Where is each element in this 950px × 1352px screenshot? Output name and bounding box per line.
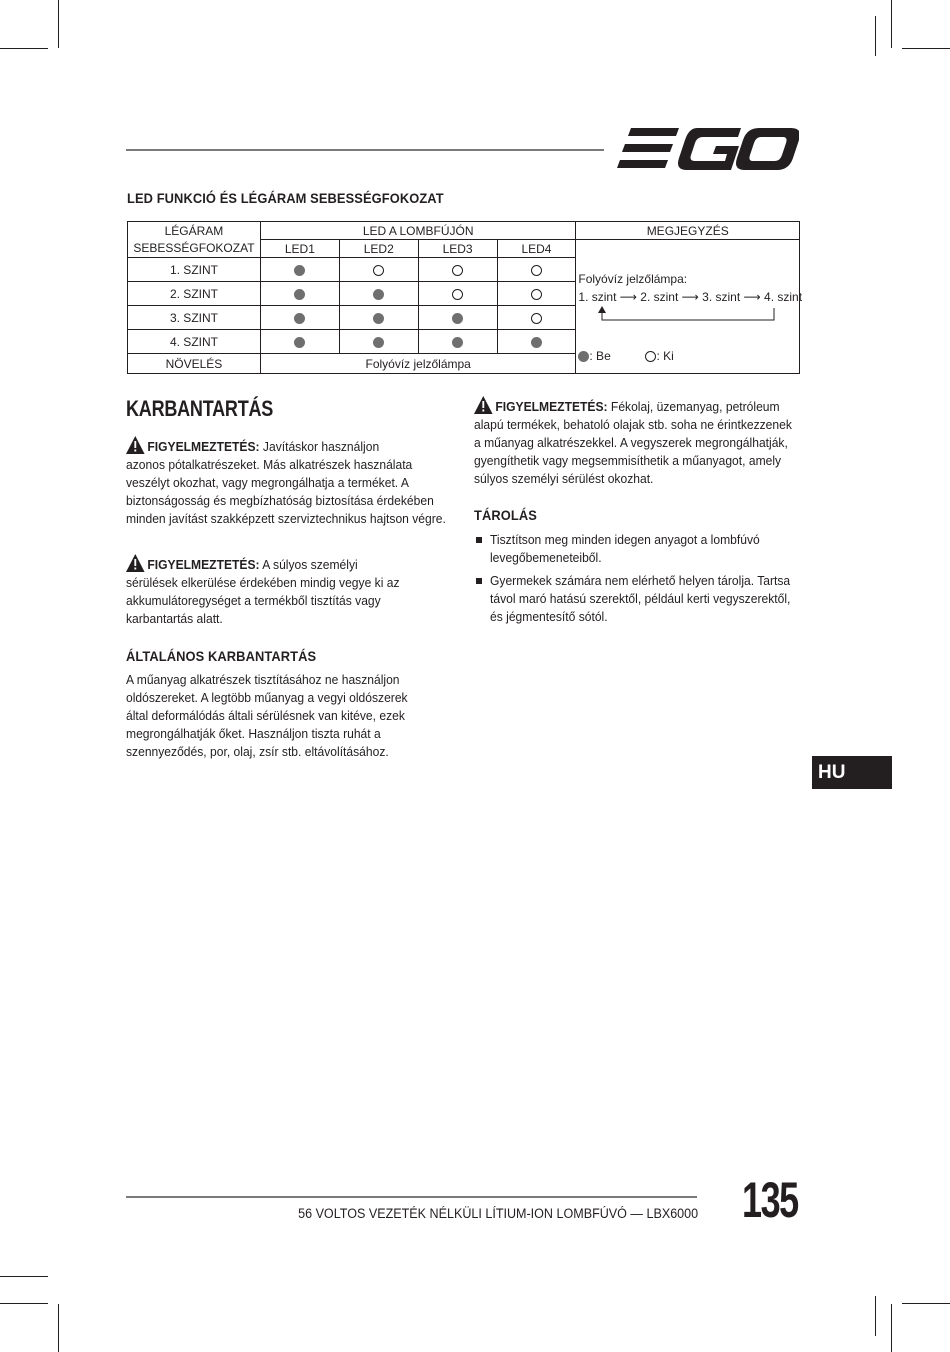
storage-bullet-1: Tisztítson meg minden idegen anyagot a lombfúvó levegőbemeneteiből. (490, 532, 760, 565)
bullet-icon (476, 578, 482, 584)
legend-off: : Ki (656, 349, 674, 363)
led-cell (418, 282, 497, 306)
footer-rule (126, 1196, 697, 1198)
led2-header: LED2 (339, 240, 418, 258)
crop-mark (875, 16, 876, 56)
led-indicator-icon (531, 337, 542, 348)
led-indicator-icon (294, 313, 305, 324)
led-cell (260, 282, 339, 306)
warning-label: FIGYELMEZTETÉS: (495, 399, 608, 414)
led-cell (418, 330, 497, 354)
legend (578, 349, 673, 363)
warning-icon (474, 396, 493, 414)
led1-header: LED1 (260, 240, 339, 258)
warning-text-first: Fékolaj, üzemanyag, petróleum (607, 399, 780, 414)
warning-icon (126, 436, 145, 454)
crop-mark (0, 48, 48, 49)
header-rule (126, 149, 604, 151)
led-indicator-icon (373, 289, 384, 300)
general-maintenance-title: ÁLTALÁNOS KARBANTARTÁS (126, 648, 317, 664)
led-indicator-icon (531, 313, 542, 324)
led-cell (418, 258, 497, 282)
crop-mark (902, 1303, 950, 1304)
led-cell (497, 258, 576, 282)
led-cell (497, 282, 576, 306)
crop-mark (58, 1304, 59, 1352)
header-led-group: LED A LOMBFÚJÓN (260, 222, 575, 240)
warning-label: FIGYELMEZTETÉS: (147, 557, 260, 572)
row-label: 3. SZINT (128, 306, 261, 330)
led-cell (339, 330, 418, 354)
crop-mark (875, 1296, 876, 1336)
ego-logo (617, 128, 799, 170)
crop-mark (58, 0, 59, 48)
warning-paragraph-1 (126, 436, 447, 528)
boost-value: Folyóvíz jelzőlámpa (260, 354, 575, 374)
bullet-icon (476, 537, 482, 543)
warning-text: alapú termékek, behatoló olajak stb. soha ne érintkezzenek a műanyag alkatrészekkel. A vegyszerek megrongálhatják, gyengíthetik vagy megsemmisíthetik a műanyagot, amely súlyos személyi sérülést okozhat. (474, 417, 792, 486)
led-indicator-icon (452, 313, 463, 324)
crop-mark (0, 1303, 48, 1304)
crop-mark (902, 48, 950, 49)
note-sequence: 1. szint ⟶ 2. szint ⟶ 3. szint ⟶ 4. szint (578, 290, 803, 304)
crop-mark (0, 1276, 48, 1277)
led3-header: LED3 (418, 240, 497, 258)
led4-header: LED4 (497, 240, 576, 258)
language-tab: HU (812, 756, 892, 789)
led-function-table (127, 221, 803, 374)
storage-bullet-2: Gyermekek számára nem elérhető helyen tárolja. Tartsa távol maró hatású szerektől, például kerti vegyszerektől, és jégmentesítő sótól. (490, 573, 791, 624)
led-indicator-icon (452, 265, 463, 276)
dot-on-icon (578, 351, 589, 362)
warning-label: FIGYELMEZTETÉS: (147, 439, 260, 454)
row-label: 2. SZINT (128, 282, 261, 306)
boost-label: NÖVELÉS (128, 354, 261, 374)
dot-off-icon (645, 351, 656, 362)
crop-mark (891, 1304, 892, 1352)
led-cell (497, 330, 576, 354)
led-cell (418, 306, 497, 330)
row-label: 1. SZINT (128, 258, 261, 282)
warning-text: sérülések elkerülése érdekében mindig vegye ki az akkumulátoregységet a termékből tisztítás vagy karbantartás alatt. (126, 575, 400, 626)
led-indicator-icon (531, 265, 542, 276)
general-maintenance-text: A műanyag alkatrészek tisztításához ne használjon oldószereket. A legtöbb műanyag a vegyi oldószerek által deformálódás általi sérülésnek van kitéve, ezek megrongálhatják őket. Használjon tiszta ruhát a szennyeződés, por, olaj, zsír stb. eltávolításához. (126, 672, 408, 759)
led-cell (260, 306, 339, 330)
led-section-title: LED FUNKCIÓ ÉS LÉGÁRAM SEBESSÉGFOKOZAT (127, 190, 444, 206)
led-indicator-icon (531, 289, 542, 300)
warning-text-first: Javításkor használjon (259, 439, 380, 454)
warning-text: azonos pótalkatrészeket. Más alkatrészek használata veszélyt okozhat, vagy megrongálhatja a terméket. A biztonságosság és megbízhatóság biztosítása érdekében minden javítást szakképzett szerviztechnikus hajtson végre. (126, 457, 446, 526)
led-cell (497, 306, 576, 330)
led-indicator-icon (373, 313, 384, 324)
legend-on: : Be (589, 349, 611, 363)
page-number: 135 (742, 1172, 798, 1228)
warning-paragraph-3 (474, 396, 801, 488)
warning-paragraph-2 (126, 554, 419, 628)
led-indicator-icon (373, 265, 384, 276)
led-indicator-icon (294, 337, 305, 348)
footer-product-title: 56 VOLTOS VEZETÉK NÉLKÜLI LÍTIUM-ION LOMBFÚVÓ — LBX6000 (297, 1206, 698, 1221)
led-cell (339, 306, 418, 330)
warning-icon (126, 554, 145, 572)
led-cell (339, 282, 418, 306)
led-indicator-icon (294, 265, 305, 276)
warning-text-first: A súlyos személyi (259, 557, 358, 572)
maintenance-title: KARBANTARTÁS (126, 396, 274, 421)
notes-cell (576, 240, 803, 374)
led-indicator-icon (294, 289, 305, 300)
led-indicator-icon (452, 289, 463, 300)
led-indicator-icon (373, 337, 384, 348)
header-speed: SEBESSÉGFOKOZAT (128, 240, 261, 258)
led-cell (260, 330, 339, 354)
note-title: Folyóvíz jelzőlámpa: (578, 272, 688, 286)
storage-title: TÁROLÁS (474, 507, 537, 523)
crop-mark (891, 0, 892, 48)
header-notes: MEGJEGYZÉS (576, 222, 800, 240)
row-label: 4. SZINT (128, 330, 261, 354)
led-cell (260, 258, 339, 282)
loop-arrow (594, 306, 778, 326)
header-airflow: LÉGÁRAM (128, 222, 261, 240)
led-cell (339, 258, 418, 282)
led-indicator-icon (452, 337, 463, 348)
